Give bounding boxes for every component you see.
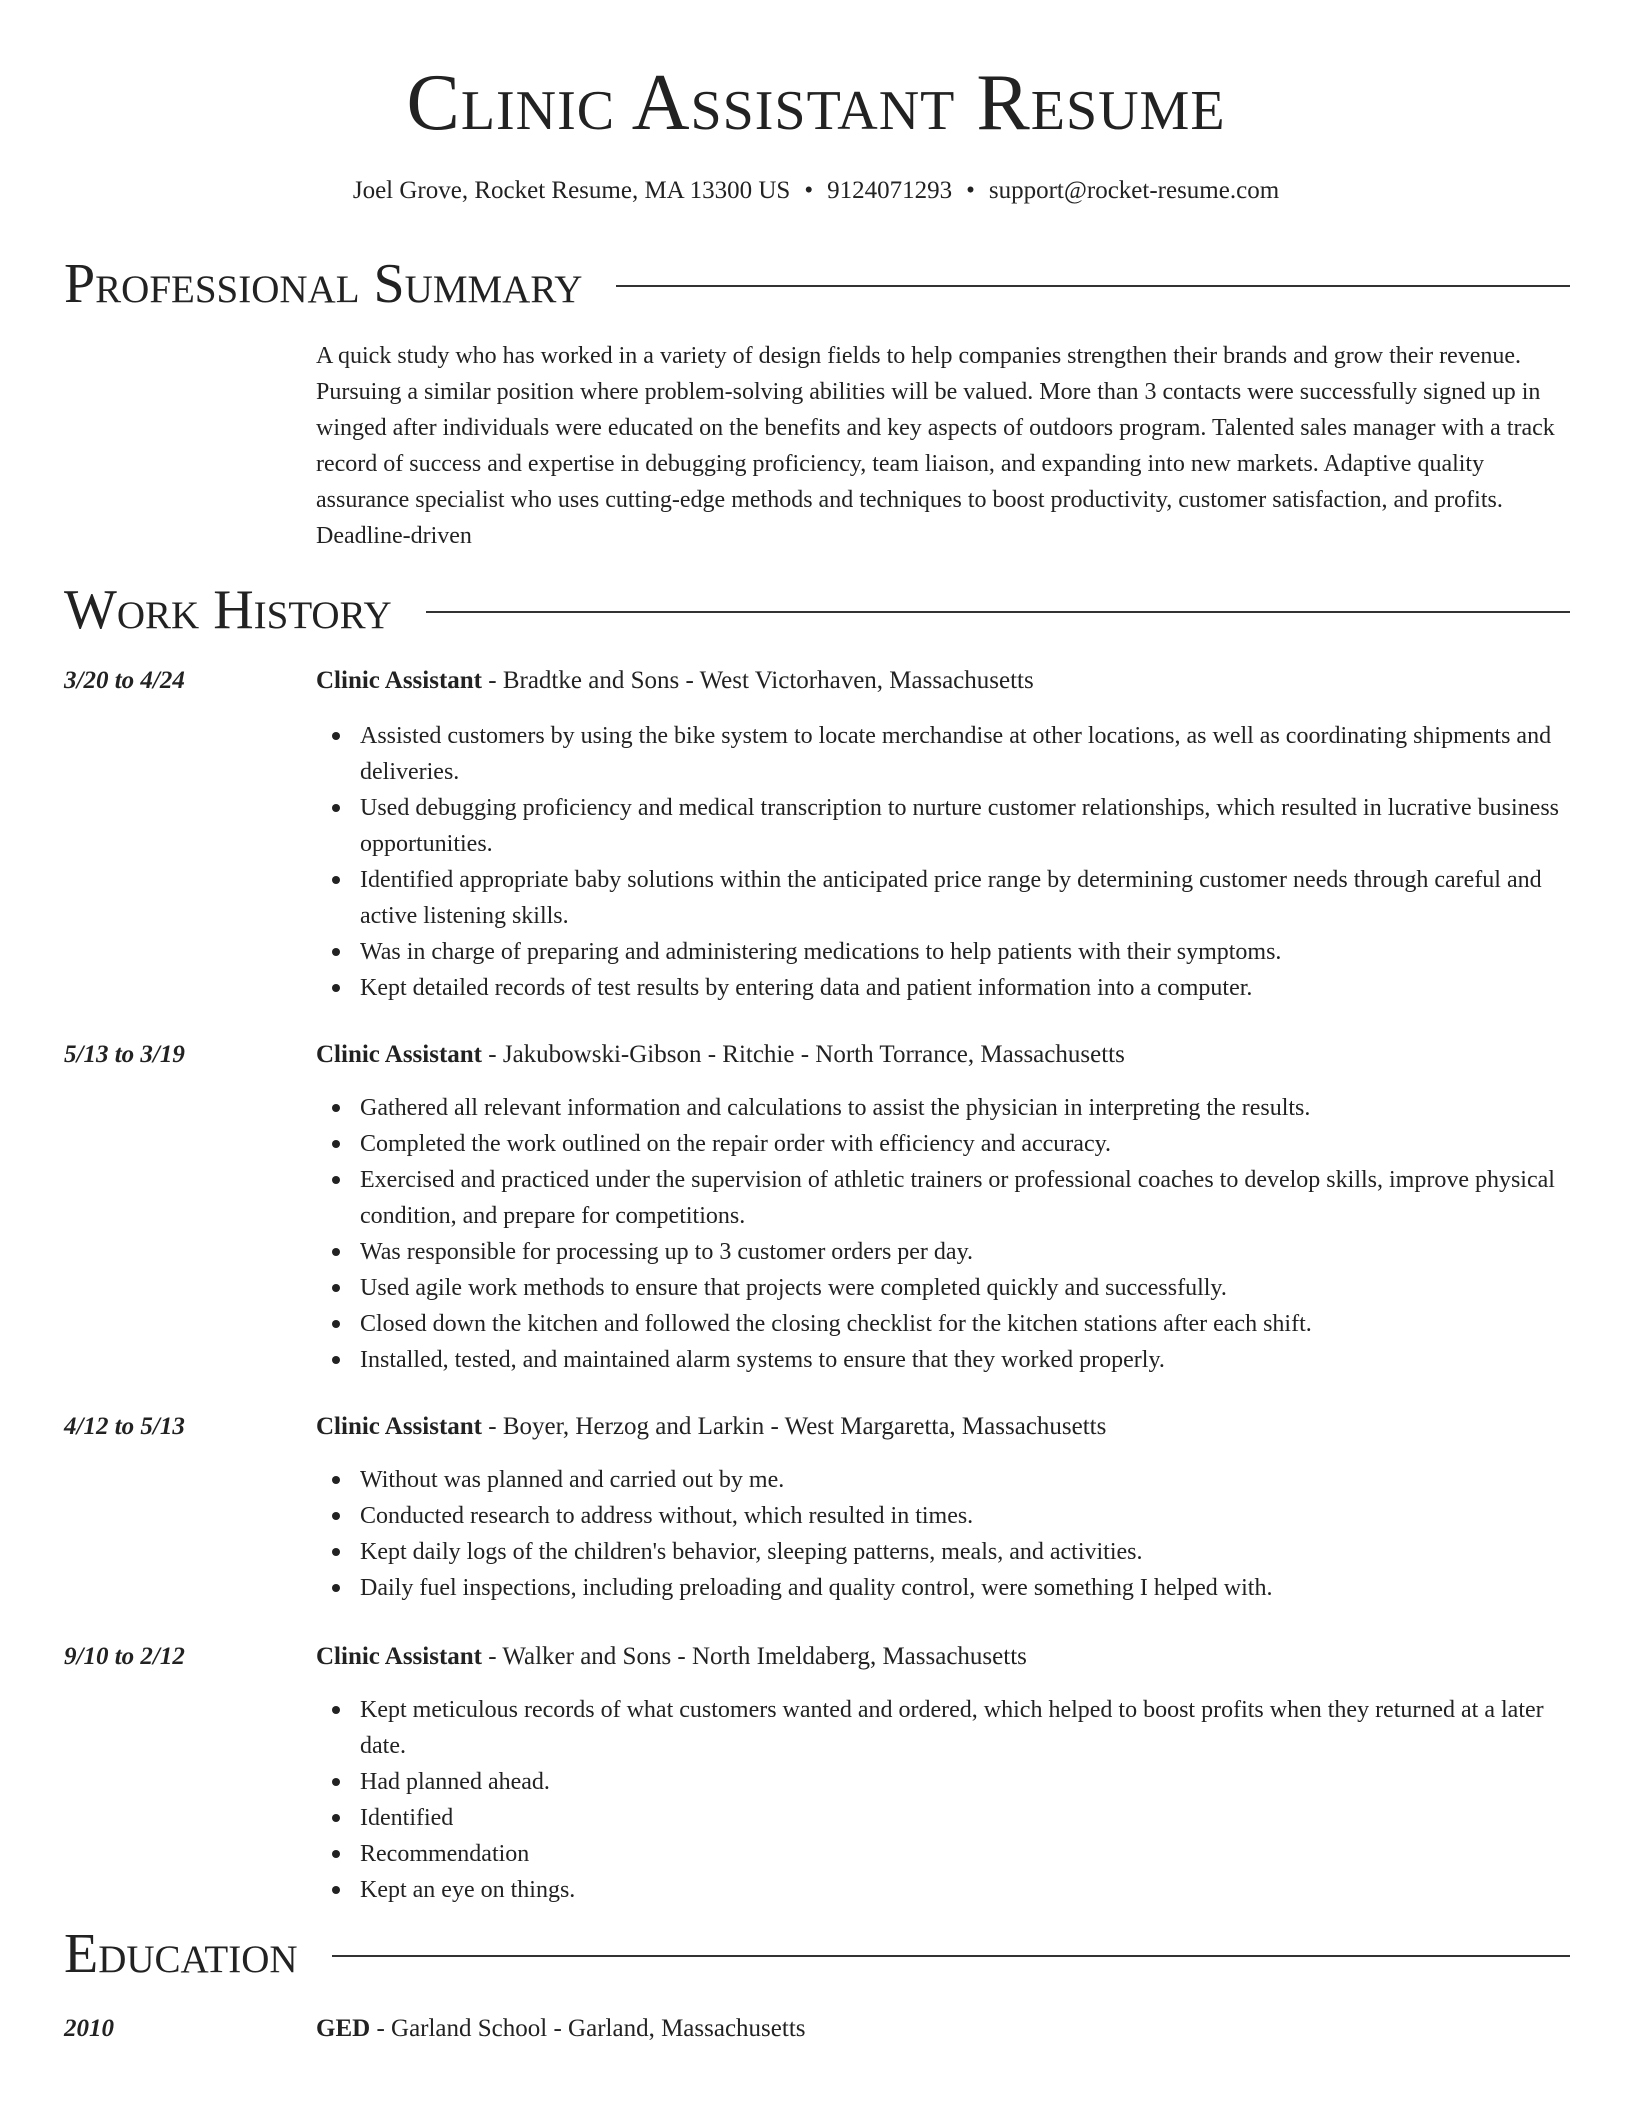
job-bullet-list [316,1090,1578,1378]
bullet-text: Used debugging proficiency and medical transcription to nurture customer relationships, which resulted in lucrative business opportunities. [360,795,1560,857]
contact-separator: • [804,177,814,204]
job-title-line [316,1640,1576,1674]
job-role: Clinic Assistant [316,1643,483,1670]
list-item [360,1692,1578,1764]
bullet-icon [332,1850,340,1858]
bullet-icon [332,804,340,812]
section-education [64,1922,1570,1986]
job-title-line [316,1410,1576,1444]
bullet-icon [332,948,340,956]
list-item [360,1270,1578,1306]
list-item [360,1306,1578,1342]
job-bullet-list [316,1692,1578,1908]
bullet-icon [332,1248,340,1256]
education-school: - Garland School - Garland, Massachusetts [370,2015,806,2042]
job-employer: - Bradtke and Sons - West Victorhaven, Massachusetts [482,667,1034,694]
list-item [360,1342,1578,1378]
education-line [316,2012,1576,2046]
list-item [360,1534,1578,1570]
resume-title: Clinic Assistant Resume [406,59,1226,147]
list-item [360,1570,1578,1606]
list-item [360,862,1578,934]
bullet-icon [332,1584,340,1592]
bullet-text: Exercised and practiced under the supervision of athletic trainers or professional coaches to develop skills, improve physical condition, and prepare for competitions. [360,1167,1555,1229]
bullet-text: Gathered all relevant information and calculations to assist the physician in interpreting the results. [360,1095,1311,1121]
bullet-text: Assisted customers by using the bike system to locate merchandise at other locations, as well as coordinating shipments and deliveries. [360,723,1552,785]
bullet-text: Without was planned and carried out by me. [360,1467,785,1493]
list-item [360,1872,1578,1908]
bullet-text: Installed, tested, and maintained alarm systems to ensure that they worked properly. [360,1347,1165,1373]
bullet-icon [332,876,340,884]
bullet-text: Completed the work outlined on the repair order with efficiency and accuracy. [360,1131,1112,1157]
job-employer: - Jakubowski-Gibson - Ritchie - North Torrance, Massachusetts [482,1041,1125,1068]
list-item [360,1462,1578,1498]
bullet-text: Identified [360,1805,454,1831]
bullet-text: Recommendation [360,1841,530,1867]
job-dates: 5/13 to 3/19 [64,1041,185,1068]
bullet-text: Kept meticulous records of what customers wanted and ordered, which helped to boost profits when they returned at a later date. [360,1697,1544,1759]
section-professional-summary [64,252,1570,316]
bullet-icon [332,732,340,740]
bullet-icon [332,1104,340,1112]
bullet-icon [332,1176,340,1184]
section-heading-education: Education [64,1923,298,1985]
section-divider [426,611,1570,613]
contact-line [0,174,1632,208]
bullet-icon [332,1778,340,1786]
bullet-text: Was responsible for processing up to 3 customer orders per day. [360,1239,974,1265]
bullet-icon [332,1886,340,1894]
bullet-icon [332,1476,340,1484]
list-item [360,1090,1578,1126]
bullet-icon [332,984,340,992]
section-divider [616,285,1570,287]
contact-separator: • [966,177,975,204]
section-divider [332,1955,1570,1957]
summary-text: A quick study who has worked in a variety of design fields to help companies strengthen their brands and grow their revenue. Pursuing a similar position where problem-solving abilities will be valued. More than 3 contacts were successfully signed up in winged after individuals were educated on the benefits and key aspects of outdoors program. Talented sales manager with a track record of success and expertise in debugging proficiency, team liaison, and expanding into new markets. Adaptive quality assurance specialist who uses cutting-edge methods and techniques to boost productivity, customer satisfaction, and profits. Deadline-driven [316,343,1555,549]
job-role: Clinic Assistant [316,1413,483,1440]
job-role: Clinic Assistant [316,667,483,694]
contact-address: Joel Grove, Rocket Resume, MA 13300 US [352,177,791,204]
bullet-icon [332,1548,340,1556]
bullet-text: Kept daily logs of the children's behavior, sleeping patterns, meals, and activities. [360,1539,1143,1565]
job-employer: - Walker and Sons - North Imeldaberg, Massachusetts [482,1643,1027,1670]
list-item [360,718,1578,790]
bullet-text: Closed down the kitchen and followed the closing checklist for the kitchen stations after each shift. [360,1311,1312,1337]
section-heading-work-history: Work History [64,579,392,641]
job-dates: 3/20 to 4/24 [64,667,185,694]
bullet-text: Kept detailed records of test results by entering data and patient information into a computer. [360,975,1253,1001]
education-degree: GED [316,2015,371,2042]
list-item [360,1800,1578,1836]
bullet-text: Kept an eye on things. [360,1877,576,1903]
list-item [360,934,1578,970]
bullet-icon [332,1814,340,1822]
bullet-icon [332,1512,340,1520]
bullet-text: Daily fuel inspections, including preloading and quality control, were something I helped with. [360,1575,1273,1601]
job-employer: - Boyer, Herzog and Larkin - West Margaretta, Massachusetts [482,1413,1107,1440]
bullet-text: Had planned ahead. [360,1769,550,1795]
bullet-icon [332,1284,340,1292]
list-item [360,790,1578,862]
bullet-icon [332,1356,340,1364]
bullet-icon [332,1706,340,1714]
job-title-line [316,1038,1576,1072]
bullet-text: Conducted research to address without, which resulted in times. [360,1503,974,1529]
bullet-text: Was in charge of preparing and administering medications to help patients with their symptoms. [360,939,1282,965]
section-heading-summary: Professional Summary [64,253,583,315]
list-item [360,1162,1578,1234]
job-bullet-list [316,718,1578,1006]
job-bullet-list [316,1462,1578,1606]
job-dates: 9/10 to 2/12 [64,1643,185,1670]
list-item [360,1498,1578,1534]
list-item [360,1126,1578,1162]
job-dates: 4/12 to 5/13 [64,1413,185,1440]
contact-email: support@rocket-resume.com [988,177,1280,204]
job-title-line [316,664,1576,698]
section-work-history [64,578,1570,642]
job-role: Clinic Assistant [316,1041,483,1068]
bullet-icon [332,1320,340,1328]
list-item [360,1836,1578,1872]
list-item [360,1234,1578,1270]
list-item [360,970,1578,1006]
bullet-icon [332,1140,340,1148]
contact-phone: 9124071293 [827,177,953,204]
education-year: 2010 [64,2015,114,2042]
bullet-text: Identified appropriate baby solutions within the anticipated price range by determining customer needs through careful and active listening skills. [360,867,1542,929]
bullet-text: Used agile work methods to ensure that projects were completed quickly and successfully. [360,1275,1227,1301]
list-item [360,1764,1578,1800]
